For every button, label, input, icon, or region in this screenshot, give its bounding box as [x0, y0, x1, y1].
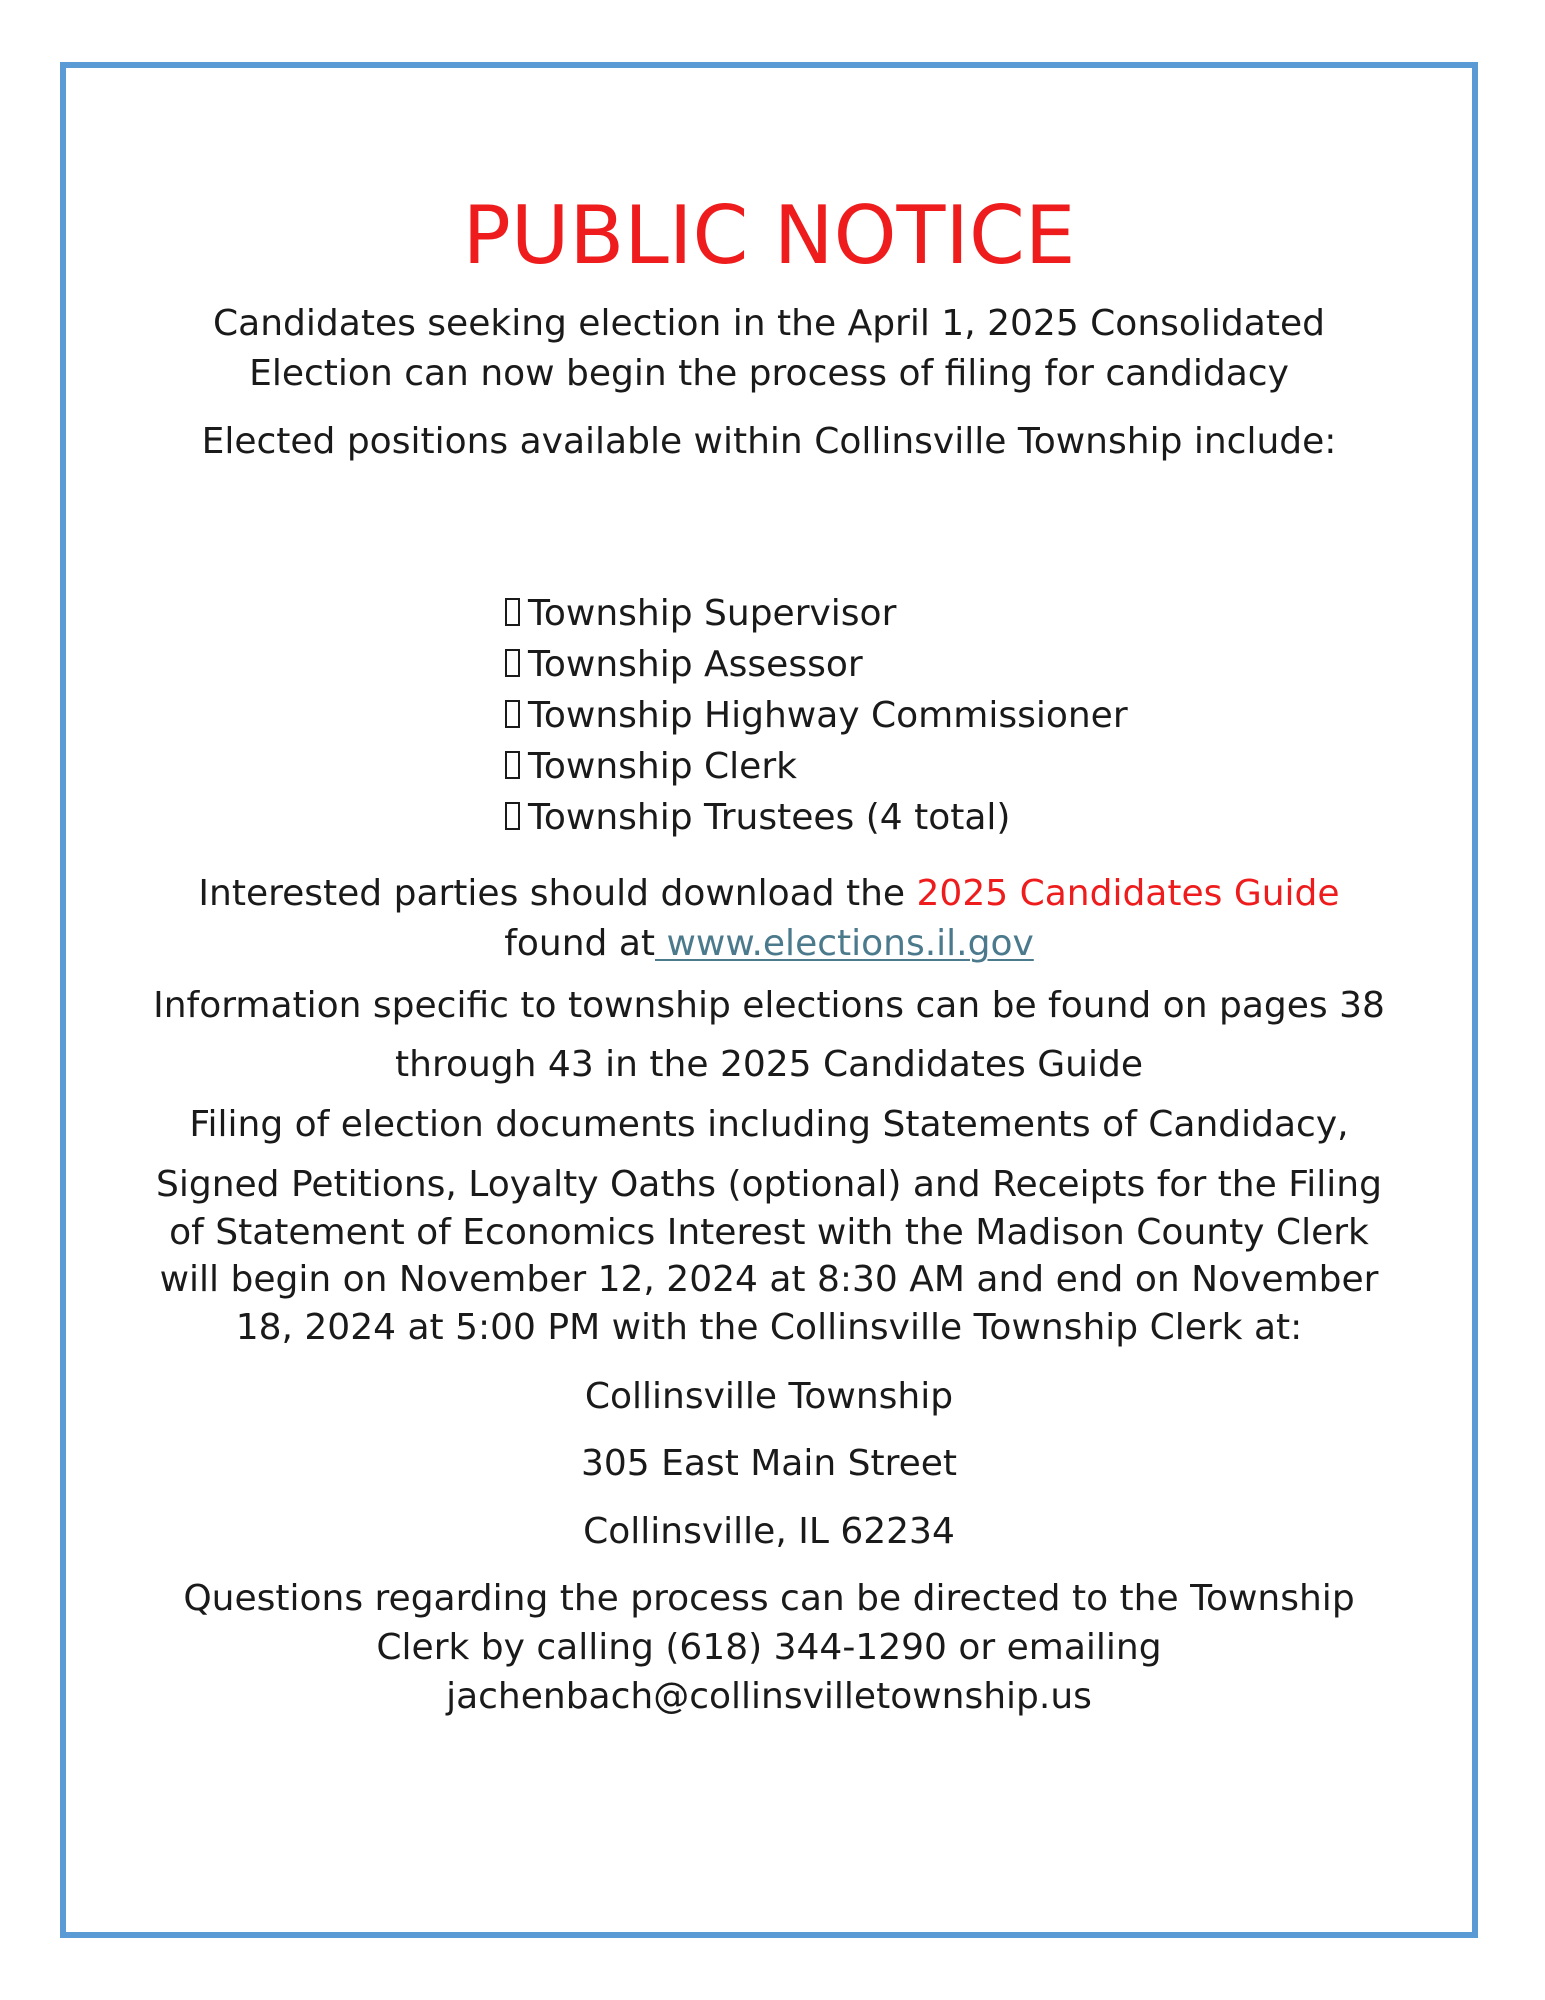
contact-email[interactable]: jachenbach@collinsvilletownship.us: [446, 1676, 1092, 1717]
notice-title: PUBLIC NOTICE: [462, 189, 1076, 282]
filing-line-1: Filing of election documents including Statements of Candidacy,: [189, 1104, 1349, 1145]
position-label: Township Clerk: [528, 746, 797, 787]
filing-line-3: of Statement of Economics Interest with the Madison County Clerk: [169, 1212, 1369, 1253]
address-name: Collinsville Township: [584, 1376, 954, 1417]
bullet-box-icon: [505, 802, 520, 830]
guide-name: 2025 Candidates Guide: [916, 873, 1340, 914]
info-line-2: through 43 in the 2025 Candidates Guide: [395, 1044, 1143, 1085]
questions-line-2: Clerk by calling (618) 344-1290 or emailing: [376, 1627, 1162, 1668]
position-label: Township Trustees (4 total): [528, 797, 1011, 838]
download-line: [60, 872, 1478, 916]
list-item: [505, 639, 1128, 690]
found-at-line: [60, 922, 1478, 966]
position-label: Township Supervisor: [528, 593, 897, 634]
bullet-box-icon: [505, 649, 520, 677]
filing-line-4: will begin on November 12, 2024 at 8:30 AM and end on November: [159, 1259, 1379, 1300]
questions-line-1: Questions regarding the process can be directed to the Township: [183, 1578, 1355, 1619]
positions-list: [505, 588, 1128, 843]
bullet-box-icon: [505, 751, 520, 779]
positions-heading: Elected positions available within Collinsville Township include:: [201, 421, 1337, 462]
filing-line-5: 18, 2024 at 5:00 PM with the Collinsville Township Clerk at:: [235, 1307, 1303, 1348]
filing-line-2: Signed Petitions, Loyalty Oaths (optional) and Receipts for the Filing: [156, 1164, 1382, 1205]
bullet-box-icon: [505, 598, 520, 626]
info-line-1: Information specific to township elections can be found on pages 38: [153, 985, 1385, 1026]
found-at-label: found at: [504, 923, 655, 964]
intro-line-2: Election can now begin the process of filing for candidacy: [249, 353, 1289, 394]
position-label: Township Highway Commissioner: [528, 695, 1128, 736]
list-item: [505, 690, 1128, 741]
list-item: [505, 792, 1128, 843]
website-link[interactable]: www.elections.il.gov: [655, 923, 1034, 964]
list-item: [505, 741, 1128, 792]
intro-line-1: Candidates seeking election in the April 1, 2025 Consolidated: [213, 303, 1325, 344]
address-city: Collinsville, IL 62234: [583, 1511, 955, 1552]
list-item: [505, 588, 1128, 639]
address-street: 305 East Main Street: [580, 1443, 958, 1484]
bullet-box-icon: [505, 700, 520, 728]
download-prefix: Interested parties should download the: [198, 873, 917, 914]
position-label: Township Assessor: [528, 644, 863, 685]
